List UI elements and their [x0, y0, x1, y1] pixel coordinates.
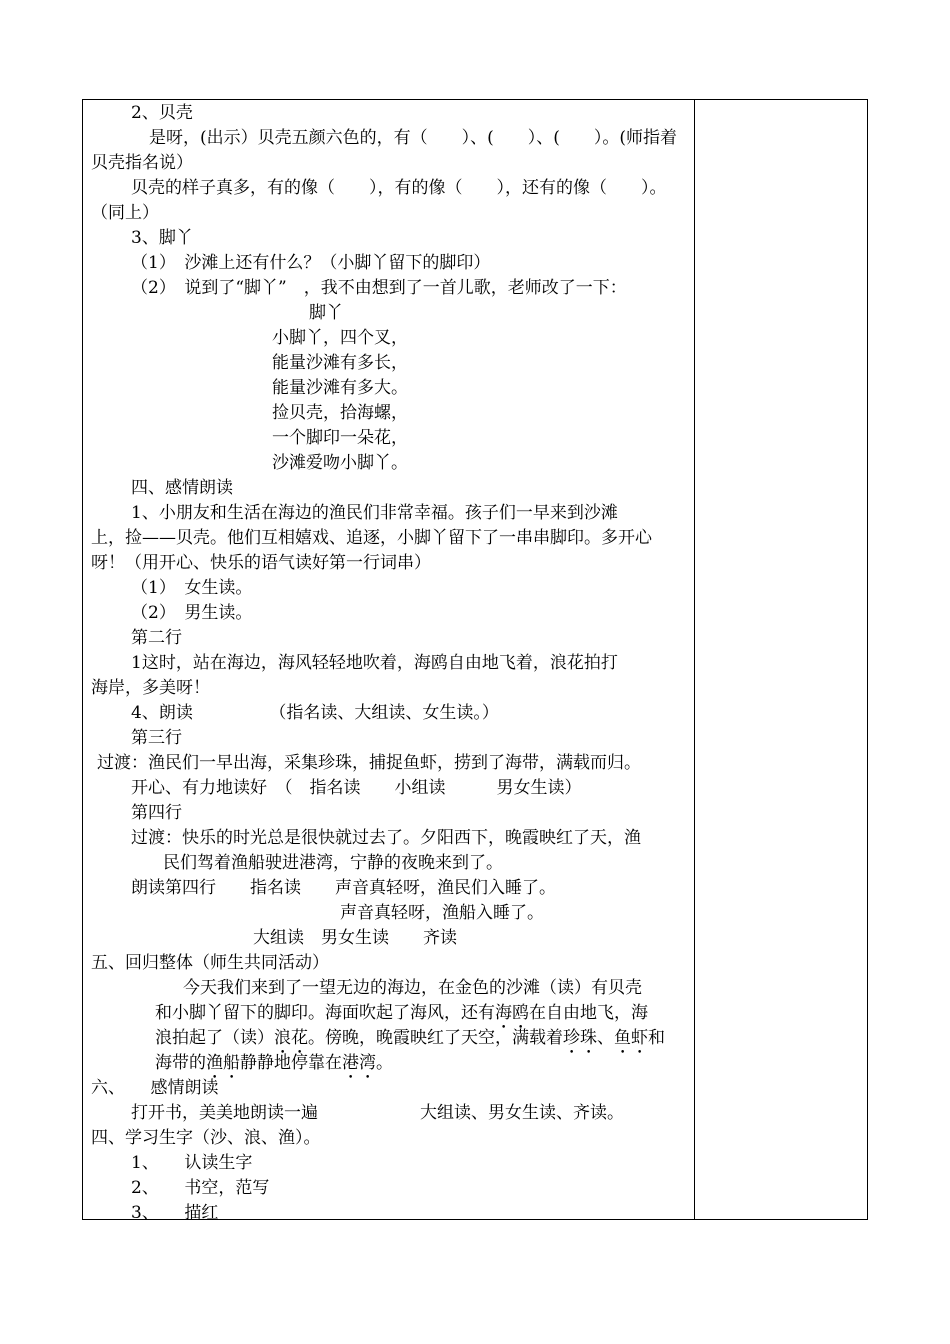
poem-line: 沙滩爱吻小脚丫。	[272, 453, 408, 473]
emphasized-word: 港湾	[342, 1053, 376, 1073]
text-line: 2、 书空，范写	[131, 1178, 270, 1198]
column-divider	[694, 100, 695, 1219]
text-line: （2） 说到了“脚丫” ，我不由想到了一首儿歌，老师改了一下：	[131, 278, 627, 298]
emphasized-word: 渔船	[206, 1053, 240, 1073]
poem-line: 一个脚印一朵花，	[272, 428, 408, 448]
text-line: 呀！（用开心、快乐的语气读好第一行词串）	[91, 553, 431, 573]
text-line: 海岸，多美呀！	[91, 678, 210, 698]
poem-title: 脚丫	[309, 303, 343, 323]
text-line: 海带的渔船静静地停靠在港湾。	[155, 1053, 393, 1073]
text-line: 打开书，美美地朗读一遍 大组读、男女生读、齐读。	[131, 1103, 624, 1123]
lesson-content-cell	[83, 100, 694, 1223]
text-line: 开心、有力地读好 （ 指名读 小组读 男女生读）	[131, 778, 582, 798]
text-line: 上，捡——贝壳。他们互相嬉戏、追逐，小脚丫留下了一串串脚印。多开心	[91, 528, 652, 548]
text-line: 1、小朋友和生活在海边的渔民们非常幸福。孩子们一早来到沙滩	[131, 503, 618, 523]
text-line: 1这时，站在海边，海风轻轻地吹着，海鸥自由地飞着，浪花拍打	[131, 653, 618, 673]
text-line: 3、 描红	[131, 1203, 219, 1223]
text-line: 是呀，(出示）贝壳五颜六色的，有（ ）、( ）、( ）。(师指着	[149, 128, 678, 148]
text-line: 过渡：渔民们一早出海，采集珍珠，捕捉鱼虾，捞到了海带，满载而归。	[97, 753, 641, 773]
emphasized-word: 浪花	[274, 1028, 308, 1048]
text-line: 3、脚丫	[131, 228, 193, 248]
text-line: 声音真轻呀，渔船入睡了。	[340, 903, 544, 923]
text-line: 过渡：快乐的时光总是很快就过去了。夕阳西下，晚霞映红了天，渔	[131, 828, 641, 848]
text-line: 第三行	[131, 728, 182, 748]
text-line: 贝壳的样子真多，有的像（ ），有的像（ ），还有的像（ ）。	[131, 178, 667, 198]
lesson-table	[82, 99, 868, 1223]
poem-line: 能量沙滩有多长，	[272, 353, 408, 373]
text-line: 贝壳指名说）	[91, 153, 193, 173]
text-line: 浪拍起了（读）浪花。傍晚，晚霞映红了天空，满载着珍珠、鱼虾和	[155, 1028, 665, 1048]
emphasized-word: 海鸥	[495, 1003, 529, 1023]
text-line: 朗读第四行 指名读 声音真轻呀，渔民们入睡了。	[131, 878, 556, 898]
section-heading: 四、学习生字（沙、浪、渔）。	[91, 1128, 321, 1148]
poem-line: 能量沙滩有多大。	[272, 378, 408, 398]
text-line: （1） 女生读。	[131, 578, 253, 598]
text-line: 民们驾着渔船驶进港湾，宁静的夜晚来到了。	[163, 853, 503, 873]
section-heading: 四、感情朗读	[131, 478, 233, 498]
section-heading: 五、回归整体（师生共同活动）	[91, 953, 329, 973]
poem-line: 捡贝壳，拾海螺，	[272, 403, 408, 423]
poem-line: 小脚丫，四个叉，	[272, 328, 408, 348]
text-line: 第二行	[131, 628, 182, 648]
text-line: （2） 男生读。	[131, 603, 253, 623]
section-heading: 六、 感情朗读	[91, 1078, 219, 1098]
emphasized-word: 珍珠	[563, 1028, 597, 1048]
emphasized-word: 鱼虾	[614, 1028, 648, 1048]
text-line: 和小脚丫留下的脚印。海面吹起了海风，还有海鸥在自由地飞，海	[155, 1003, 648, 1023]
text-line: 大组读 男女生读 齐读	[253, 928, 457, 948]
text-line: （同上）	[91, 203, 159, 223]
text-line: 今天我们来到了一望无边的海边，在金色的沙滩（读）有贝壳	[183, 978, 642, 998]
text-line: 第四行	[131, 803, 182, 823]
text-line: 4、朗读 （指名读、大组读、女生读。）	[131, 703, 499, 723]
text-line: 1、 认读生字	[131, 1153, 253, 1173]
text-line: 2、贝壳	[131, 103, 193, 123]
text-line: （1） 沙滩上还有什么？（小脚丫留下的脚印）	[131, 253, 491, 273]
